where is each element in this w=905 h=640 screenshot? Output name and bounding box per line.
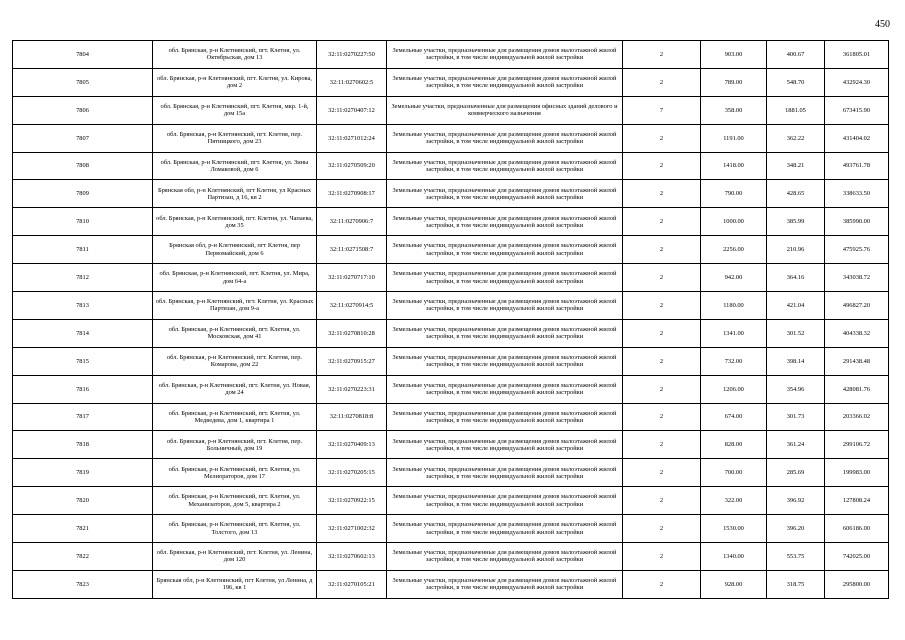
group-cell: 7	[623, 96, 701, 124]
specific-value-cell: 301.52	[767, 319, 825, 347]
row-number: 7819	[13, 459, 153, 487]
cadastral-value-cell: 742025.00	[825, 543, 889, 571]
specific-value-cell: 1881.05	[767, 96, 825, 124]
specific-value-cell: 210.96	[767, 236, 825, 264]
specific-value-cell: 348.21	[767, 152, 825, 180]
table-row	[13, 319, 889, 347]
group-cell: 2	[623, 543, 701, 571]
cadastral-value-cell: 404338.32	[825, 319, 889, 347]
land-purpose-cell: Земельные участки, предназначенные для размещения домов малоэтажной жилой застройки, в том числе индивидуальной жилой застройки	[387, 570, 623, 598]
specific-value-cell: 396.92	[767, 487, 825, 515]
cadastral-value-cell: 361805.01	[825, 41, 889, 69]
cadastral-number-cell: 32:11:0270922:15	[317, 487, 387, 515]
specific-value-cell: 318.75	[767, 570, 825, 598]
address-cell: Брянская обл, р-н Клетнянский, пгт Клетня, пер Первомайский, дом 6	[153, 236, 317, 264]
group-cell: 2	[623, 292, 701, 320]
address-cell: обл. Брянская, р-н Клетнянский, пгт. Клетня, ул. Московская, дом 41	[153, 319, 317, 347]
row-number: 7815	[13, 347, 153, 375]
land-purpose-cell: Земельные участки, предназначенные для размещения домов малоэтажной жилой застройки, в том числе индивидуальной жилой застройки	[387, 292, 623, 320]
land-purpose-cell: Земельные участки, предназначенные для размещения домов малоэтажной жилой застройки, в том числе индивидуальной жилой застройки	[387, 515, 623, 543]
specific-value-cell: 553.75	[767, 543, 825, 571]
address-cell: обл. Брянская, р-н Клетнянский, пгт. Клетня, ул. Чапаева, дом 35	[153, 208, 317, 236]
cadastral-value-cell: 127808.24	[825, 487, 889, 515]
specific-value-cell: 428.65	[767, 180, 825, 208]
address-cell: обл. Брянская, р-н Клетнянский, пгт. Клетня, ул. Мира, дом 64-а	[153, 264, 317, 292]
specific-value-cell: 421.04	[767, 292, 825, 320]
specific-value-cell: 385.99	[767, 208, 825, 236]
land-purpose-cell: Земельные участки, предназначенные для размещения домов малоэтажной жилой застройки, в том числе индивидуальной жилой застройки	[387, 487, 623, 515]
land-purpose-cell: Земельные участки, предназначенные для размещения домов малоэтажной жилой застройки, в том числе индивидуальной жилой застройки	[387, 180, 623, 208]
row-number: 7814	[13, 319, 153, 347]
land-purpose-cell: Земельные участки, предназначенные для размещения домов малоэтажной жилой застройки, в том числе индивидуальной жилой застройки	[387, 403, 623, 431]
group-cell: 2	[623, 236, 701, 264]
specific-value-cell: 362.22	[767, 124, 825, 152]
group-cell: 2	[623, 431, 701, 459]
specific-value-cell: 396.20	[767, 515, 825, 543]
table-row	[13, 515, 889, 543]
land-purpose-cell: Земельные участки, предназначенные для размещения домов малоэтажной жилой застройки, в том числе индивидуальной жилой застройки	[387, 264, 623, 292]
table-row	[13, 570, 889, 598]
row-number: 7808	[13, 152, 153, 180]
table-row	[13, 208, 889, 236]
address-cell: обл. Брянская, р-н Клетнянский, пгт. Клетня, ул. Механизаторов, дом 5, квартира 2	[153, 487, 317, 515]
row-number: 7809	[13, 180, 153, 208]
group-cell: 2	[623, 347, 701, 375]
cadastral-value-cell: 428081.76	[825, 375, 889, 403]
area-cell: 1341.00	[701, 319, 767, 347]
cadastral-number-cell: 32:11:0270908:17	[317, 180, 387, 208]
row-number: 7817	[13, 403, 153, 431]
cadastral-value-cell: 673415.90	[825, 96, 889, 124]
land-purpose-cell: Земельные участки, предназначенные для размещения домов малоэтажной жилой застройки, в том числе индивидуальной жилой застройки	[387, 431, 623, 459]
table-row	[13, 403, 889, 431]
cadastral-value-cell: 496827.20	[825, 292, 889, 320]
area-cell: 942.00	[701, 264, 767, 292]
row-number: 7804	[13, 41, 153, 69]
area-cell: 928.00	[701, 570, 767, 598]
cadastral-number-cell: 32:11:0270602:13	[317, 543, 387, 571]
group-cell: 2	[623, 319, 701, 347]
row-number: 7822	[13, 543, 153, 571]
land-purpose-cell: Земельные участки, предназначенные для размещения домов малоэтажной жилой застройки, в том числе индивидуальной жилой застройки	[387, 347, 623, 375]
area-cell: 1191.00	[701, 124, 767, 152]
table-row	[13, 543, 889, 571]
cadastral-value-cell: 431404.02	[825, 124, 889, 152]
group-cell: 2	[623, 180, 701, 208]
address-cell: Брянская обл, р-н Клетнянский, пгт Клетня, ул Красных Партизан, д 16, кв 2	[153, 180, 317, 208]
group-cell: 2	[623, 208, 701, 236]
table-body	[13, 41, 889, 599]
cadastral-number-cell: 32:11:0270810:28	[317, 319, 387, 347]
specific-value-cell: 361.24	[767, 431, 825, 459]
cadastral-value-cell: 338633.50	[825, 180, 889, 208]
cadastral-value-cell: 385990.00	[825, 208, 889, 236]
cadastral-number-cell: 32:11:0271012:24	[317, 124, 387, 152]
area-cell: 789.00	[701, 68, 767, 96]
table-row	[13, 487, 889, 515]
table-row	[13, 152, 889, 180]
area-cell: 1180.00	[701, 292, 767, 320]
area-cell: 828.00	[701, 431, 767, 459]
table-row	[13, 236, 889, 264]
specific-value-cell: 301.73	[767, 403, 825, 431]
table-row	[13, 375, 889, 403]
cadastral-number-cell: 32:11:0270205:15	[317, 459, 387, 487]
specific-value-cell: 548.70	[767, 68, 825, 96]
group-cell: 2	[623, 124, 701, 152]
address-cell: обл. Брянская, р-н Клетнянский, пгт. Клетня, мкр. 1-й, дом 15а	[153, 96, 317, 124]
row-number: 7816	[13, 375, 153, 403]
row-number: 7811	[13, 236, 153, 264]
land-purpose-cell: Земельные участки, предназначенные для размещения домов малоэтажной жилой застройки, в том числе индивидуальной жилой застройки	[387, 543, 623, 571]
row-number: 7820	[13, 487, 153, 515]
row-number: 7823	[13, 570, 153, 598]
cadastral-number-cell: 32:11:0270509:20	[317, 152, 387, 180]
table-row	[13, 124, 889, 152]
address-cell: обл. Брянская, р-н Клетнянский, пгт. Клетня, ул. Ленина, дом 120	[153, 543, 317, 571]
cadastral-number-cell: 32:11:0270407:12	[317, 96, 387, 124]
cadastral-value-cell: 432924.30	[825, 68, 889, 96]
address-cell: обл. Брянская, р-н Клетнянский, пгт. Клетня, ул. Новая, дом 24	[153, 375, 317, 403]
group-cell: 2	[623, 375, 701, 403]
area-cell: 790.00	[701, 180, 767, 208]
group-cell: 2	[623, 570, 701, 598]
cadastral-number-cell: 32:11:0270223:31	[317, 375, 387, 403]
table-row	[13, 347, 889, 375]
address-cell: обл. Брянская, р-н Клетнянский, пгт. Клетня, ул. Зины Ломаковой, дом 6	[153, 152, 317, 180]
table-row	[13, 264, 889, 292]
area-cell: 1530.00	[701, 515, 767, 543]
cadastral-number-cell: 32:11:0270906:7	[317, 208, 387, 236]
cadastral-value-cell: 493761.78	[825, 152, 889, 180]
cadastral-number-cell: 32:11:0270227:50	[317, 41, 387, 69]
address-cell: обл. Брянская, р-н Клетнянский, пгт. Клетня, ул. Мелиораторов, дом 17	[153, 459, 317, 487]
cadastral-value-cell: 295800.00	[825, 570, 889, 598]
land-purpose-cell: Земельные участки, предназначенные для размещения домов малоэтажной жилой застройки, в том числе индивидуальной жилой застройки	[387, 152, 623, 180]
specific-value-cell: 364.16	[767, 264, 825, 292]
specific-value-cell: 398.14	[767, 347, 825, 375]
address-cell: обл. Брянская, р-н Клетнянский, пгт. Клетня, ул. Кирова, дом 2	[153, 68, 317, 96]
area-cell: 732.00	[701, 347, 767, 375]
cadastral-value-cell: 343038.72	[825, 264, 889, 292]
land-registry-table	[12, 40, 889, 599]
cadastral-value-cell: 299106.72	[825, 431, 889, 459]
table-row	[13, 459, 889, 487]
cadastral-value-cell: 291438.48	[825, 347, 889, 375]
cadastral-number-cell: 32:11:0271508:7	[317, 236, 387, 264]
land-purpose-cell: Земельные участки, предназначенные для размещения домов малоэтажной жилой застройки, в том числе индивидуальной жилой застройки	[387, 41, 623, 69]
area-cell: 903.00	[701, 41, 767, 69]
address-cell: обл. Брянская, р-н Клетнянский, пгт. Клетня, ул. Красных Партизан, дом 9-а	[153, 292, 317, 320]
area-cell: 2256.00	[701, 236, 767, 264]
land-purpose-cell: Земельные участки, предназначенные для размещения домов малоэтажной жилой застройки, в том числе индивидуальной жилой застройки	[387, 459, 623, 487]
cadastral-value-cell: 203366.02	[825, 403, 889, 431]
row-number: 7821	[13, 515, 153, 543]
area-cell: 358.00	[701, 96, 767, 124]
address-cell: обл. Брянская, р-н Клетнянский, пгт. Клетня, пер. Комарова, дом 22	[153, 347, 317, 375]
address-cell: обл. Брянская, р-н Клетнянский, пгт. Клетня, ул. Октябрьская, дом 13	[153, 41, 317, 69]
cadastral-value-cell: 199983.00	[825, 459, 889, 487]
row-number: 7812	[13, 264, 153, 292]
table-row	[13, 292, 889, 320]
specific-value-cell: 354.96	[767, 375, 825, 403]
row-number: 7807	[13, 124, 153, 152]
address-cell: обл. Брянская, р-н Клетнянский, пгт. Клетня, ул. Толстого, дом 13	[153, 515, 317, 543]
cadastral-number-cell: 32:11:0270105:21	[317, 570, 387, 598]
group-cell: 2	[623, 264, 701, 292]
area-cell: 322.00	[701, 487, 767, 515]
address-cell: Брянская обл, р-н Клетнянский, пгт Клетня, ул Ленина, д 196, кв 1	[153, 570, 317, 598]
cadastral-value-cell: 475925.76	[825, 236, 889, 264]
table-row	[13, 96, 889, 124]
address-cell: обл. Брянская, р-н Клетнянский, пгт. Клетня, ул. Медведева, дом 1, квартира 1	[153, 403, 317, 431]
group-cell: 2	[623, 487, 701, 515]
group-cell: 2	[623, 403, 701, 431]
cadastral-number-cell: 32:11:0270914:5	[317, 292, 387, 320]
group-cell: 2	[623, 515, 701, 543]
table-row	[13, 68, 889, 96]
row-number: 7813	[13, 292, 153, 320]
land-purpose-cell: Земельные участки, предназначенные для размещения домов малоэтажной жилой застройки, в том числе индивидуальной жилой застройки	[387, 375, 623, 403]
area-cell: 674.00	[701, 403, 767, 431]
row-number: 7805	[13, 68, 153, 96]
cadastral-number-cell: 32:11:0270818:8	[317, 403, 387, 431]
row-number: 7818	[13, 431, 153, 459]
cadastral-number-cell: 32:11:0270602:5	[317, 68, 387, 96]
cadastral-value-cell: 606186.00	[825, 515, 889, 543]
land-purpose-cell: Земельные участки, предназначенные для размещения домов малоэтажной жилой застройки, в том числе индивидуальной жилой застройки	[387, 236, 623, 264]
specific-value-cell: 400.67	[767, 41, 825, 69]
land-purpose-cell: Земельные участки, предназначенные для размещения домов малоэтажной жилой застройки, в том числе индивидуальной жилой застройки	[387, 319, 623, 347]
table-row	[13, 431, 889, 459]
cadastral-number-cell: 32:11:0271002:32	[317, 515, 387, 543]
land-purpose-cell: Земельные участки, предназначенные для размещения домов малоэтажной жилой застройки, в том числе индивидуальной жилой застройки	[387, 208, 623, 236]
row-number: 7806	[13, 96, 153, 124]
area-cell: 700.00	[701, 459, 767, 487]
row-number: 7810	[13, 208, 153, 236]
specific-value-cell: 285.69	[767, 459, 825, 487]
cadastral-number-cell: 32:11:0270717:10	[317, 264, 387, 292]
group-cell: 2	[623, 152, 701, 180]
area-cell: 1418.00	[701, 152, 767, 180]
cadastral-number-cell: 32:11:0270915:27	[317, 347, 387, 375]
table-row	[13, 41, 889, 69]
area-cell: 1000.00	[701, 208, 767, 236]
group-cell: 2	[623, 68, 701, 96]
cadastral-number-cell: 32:11:0270409:13	[317, 431, 387, 459]
page-number: 450	[875, 19, 890, 30]
area-cell: 1340.00	[701, 543, 767, 571]
address-cell: обл. Брянская, р-н Клетнянский, пгт. Клетня, пер. Больничный, дом 19	[153, 431, 317, 459]
land-purpose-cell: Земельные участки, предназначенные для размещения офисных зданий делового и коммерческого назначения	[387, 96, 623, 124]
group-cell: 2	[623, 459, 701, 487]
group-cell: 2	[623, 41, 701, 69]
area-cell: 1206.00	[701, 375, 767, 403]
land-purpose-cell: Земельные участки, предназначенные для размещения домов малоэтажной жилой застройки, в том числе индивидуальной жилой застройки	[387, 124, 623, 152]
table-row	[13, 180, 889, 208]
address-cell: обл. Брянская, р-н Клетнянский, пгт. Клетня, пер. Пятницкого, дом 23	[153, 124, 317, 152]
land-purpose-cell: Земельные участки, предназначенные для размещения домов малоэтажной жилой застройки, в том числе индивидуальной жилой застройки	[387, 68, 623, 96]
